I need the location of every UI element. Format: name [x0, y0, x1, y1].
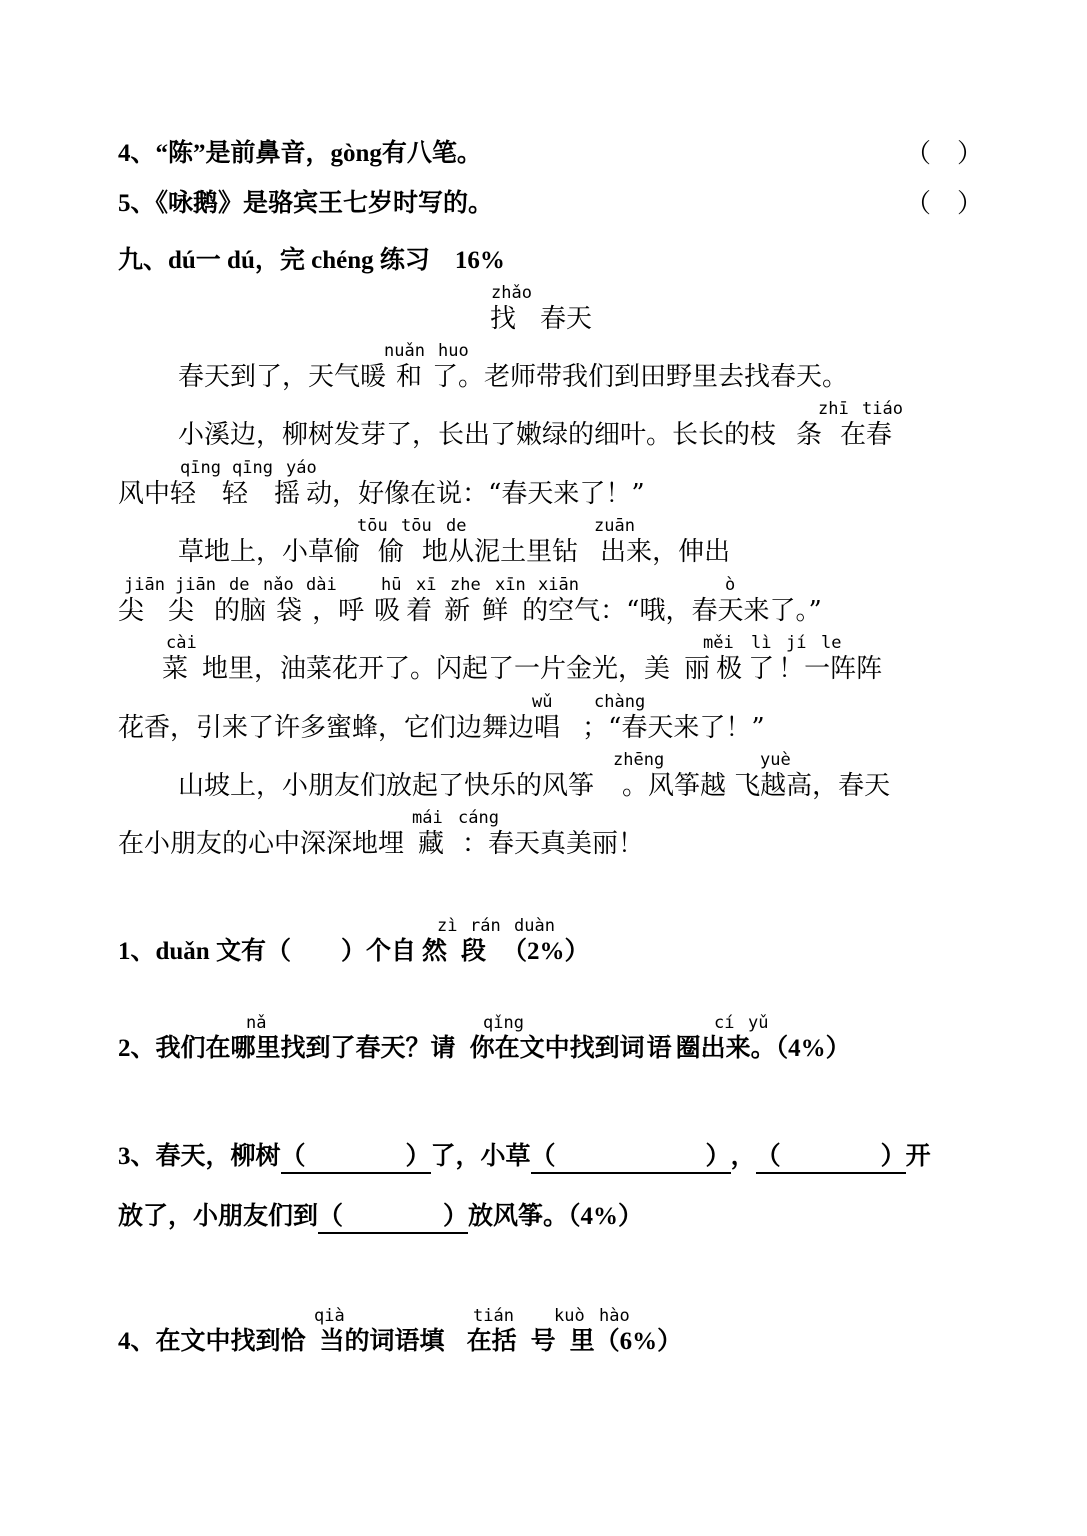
passage-line-6: 菜 地里，油菜花开了。闪起了一片金光，美 丽 极 了 ！一阵阵	[162, 654, 883, 684]
pinyin: mái	[412, 808, 443, 828]
answer-blank-1[interactable]: （ ）	[281, 1136, 431, 1174]
pinyin: de	[229, 575, 250, 595]
pinyin: le	[821, 633, 842, 653]
judge-item-4: 4、“陈”是前鼻音，gòng有八笔。	[118, 140, 482, 167]
pinyin: jiān	[124, 575, 165, 595]
pinyin: cí	[714, 1013, 735, 1033]
judge-answer-4[interactable]: （ ）	[905, 139, 984, 169]
judge-answer-5[interactable]: （ ）	[905, 189, 984, 219]
passage-title-rest: 春天	[540, 304, 593, 334]
pinyin: qǐng	[483, 1013, 524, 1033]
pinyin: jí	[786, 633, 807, 653]
section-heading: 九、dú一 dú，完 chéng 练习 16%	[118, 247, 505, 274]
pinyin: lì	[751, 633, 772, 653]
pinyin: měi	[703, 633, 734, 653]
pinyin: zhēng	[613, 750, 665, 770]
passage-line-2: 小溪边，柳树发芽了，长出了嫩绿的细叶。长长的枝 条 在春	[178, 420, 893, 450]
pinyin: nǎo	[263, 575, 294, 595]
pinyin: yáo	[286, 458, 317, 478]
passage-line-1: 春天到了，天气暖 和 了。老师带我们到田野里去找春天。	[178, 362, 849, 392]
pinyin: xīn	[495, 575, 526, 595]
passage-line-3: 风中轻 轻 摇 动，好像在说：“春天来了！”	[118, 479, 645, 509]
pinyin: rán	[470, 916, 501, 936]
passage-title-char: 找	[490, 304, 517, 334]
pinyin: zuān	[594, 516, 635, 536]
question-3-line-2: 放了，小朋友们到（ ）放风筝。（4%）	[118, 1196, 643, 1234]
pinyin: tōu	[401, 516, 432, 536]
pinyin: qīng	[180, 458, 221, 478]
pinyin: hào	[599, 1306, 630, 1326]
pinyin: qià	[314, 1306, 345, 1326]
pinyin: ò	[725, 575, 736, 595]
pinyin: nuǎn	[384, 341, 425, 361]
pinyin: nǎ	[246, 1013, 267, 1033]
question-4: 4、在文中找到恰 当的词语填 在括 号 里（6%）	[118, 1328, 683, 1355]
pinyin: huo	[438, 341, 469, 361]
pinyin: xī	[416, 575, 437, 595]
pinyin: tián	[473, 1306, 514, 1326]
pinyin: jiān	[175, 575, 216, 595]
passage-line-8: 山坡上，小朋友们放起了快乐的风筝 。风筝越 飞越高，春天	[178, 771, 891, 801]
pinyin: dài	[306, 575, 337, 595]
answer-blank-4[interactable]: （ ）	[318, 1196, 468, 1234]
judge-item-5: 5、《咏鹅》是骆宾王七岁时写的。	[118, 190, 494, 217]
pinyin: xiān	[538, 575, 579, 595]
pinyin: yuè	[760, 750, 791, 770]
pinyin: zì	[437, 916, 458, 936]
question-3-line-1: 3、春天，柳树（ ）了，小草（ ），（ ）开	[118, 1136, 931, 1174]
pinyin: yǔ	[748, 1013, 769, 1033]
pinyin: duàn	[514, 916, 555, 936]
pinyin: tōu	[357, 516, 388, 536]
pinyin-zhao: zhǎo	[491, 283, 532, 303]
question-1: 1、duǎn 文有（ ）个自 然 段 （2%）	[118, 938, 590, 965]
pinyin: cáng	[458, 808, 499, 828]
pinyin: zhī	[818, 399, 849, 419]
answer-blank-2[interactable]: （ ）	[531, 1136, 731, 1174]
pinyin: chàng	[594, 692, 646, 712]
passage-line-9: 在小朋友的心中深深地埋 藏 ：春天真美丽！	[118, 829, 645, 859]
pinyin: zhe	[450, 575, 481, 595]
pinyin: tiáo	[862, 399, 903, 419]
passage-line-5: 尖 尖 的脑 袋 ，呼 吸 着 新 鲜 的空气：“哦，春天来了。”	[118, 596, 822, 626]
pinyin: cài	[166, 633, 197, 653]
pinyin: kuò	[554, 1306, 585, 1326]
pinyin: de	[446, 516, 467, 536]
answer-blank-3[interactable]: （ ）	[756, 1136, 906, 1174]
pinyin: wǔ	[532, 692, 553, 712]
pinyin: hū	[381, 575, 402, 595]
passage-line-7: 花香，引来了许多蜜蜂，它们边舞边唱 ；“春天来了！”	[118, 713, 765, 743]
passage-line-4: 草地上，小草偷 偷 地从泥土里钻 出来，伸出	[178, 537, 731, 567]
pinyin: qīng	[232, 458, 273, 478]
question-2: 2、我们在哪里找到了春天？请 你在文中找到词语 圈出来。（4%）	[118, 1035, 851, 1062]
